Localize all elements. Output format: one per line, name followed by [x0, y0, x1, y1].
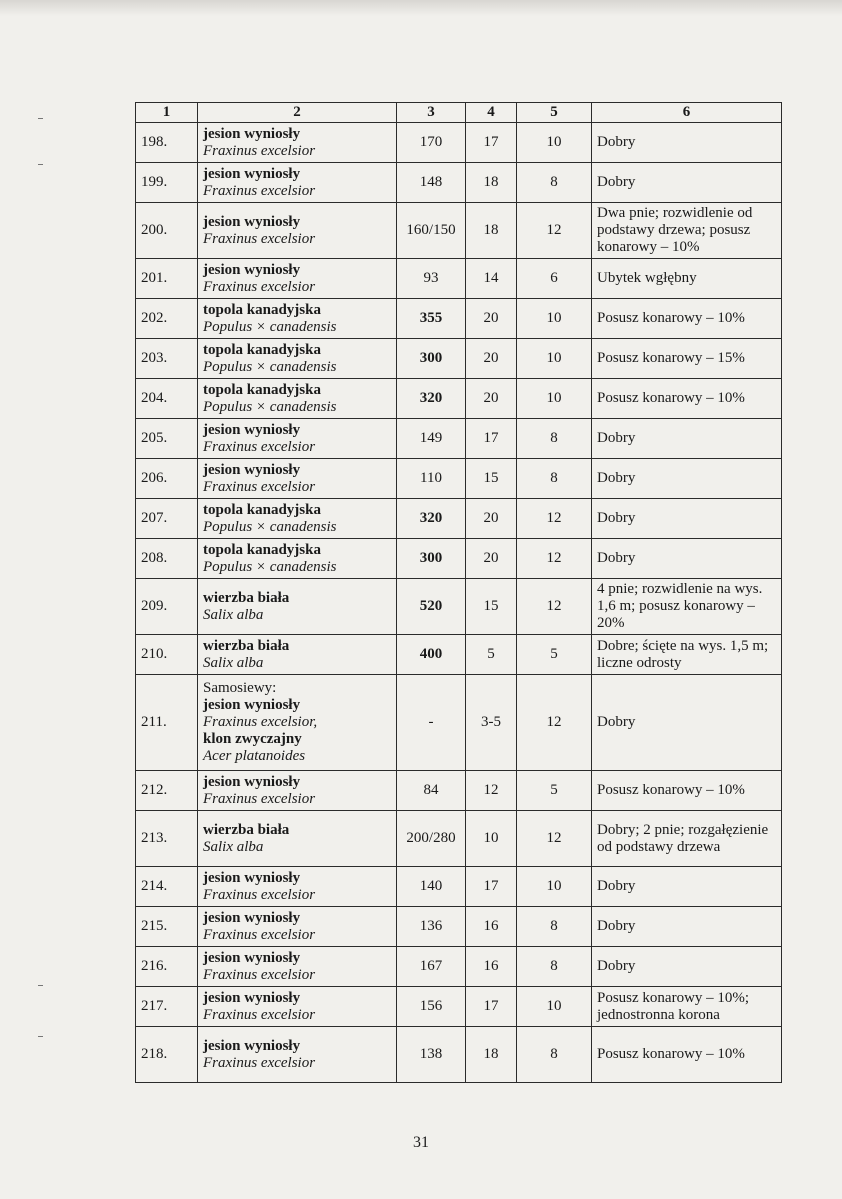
crown-cell: 10: [517, 379, 592, 419]
circumference-cell: 93: [397, 259, 466, 299]
crown-cell: 12: [517, 499, 592, 539]
polish-name: jesion wyniosły: [203, 125, 301, 142]
circumference-cell: 140: [397, 867, 466, 907]
margin-mark: [38, 985, 43, 986]
species-cell: [198, 907, 397, 947]
polish-name: jesion wyniosły: [203, 989, 301, 1006]
latin-name: Fraxinus excelsior: [203, 1006, 316, 1023]
crown-cell: 8: [517, 1027, 592, 1083]
condition-cell: Dobry: [592, 459, 782, 499]
crown-cell: 8: [517, 163, 592, 203]
polish-name: wierzba biała: [203, 821, 290, 838]
species-cell: [198, 163, 397, 203]
species-cell: [198, 987, 397, 1027]
height-cell: 20: [466, 299, 517, 339]
tree-number: 201.: [136, 259, 198, 299]
table-row: [136, 675, 782, 771]
condition-cell: Dobry: [592, 867, 782, 907]
tree-number: 199.: [136, 163, 198, 203]
condition-cell: Posusz konarowy – 10%: [592, 379, 782, 419]
table-row: [136, 579, 782, 635]
height-cell: 12: [466, 771, 517, 811]
polish-name: topola kanadyjska: [203, 381, 321, 398]
height-cell: 15: [466, 579, 517, 635]
latin-name: Populus × canadensis: [203, 398, 337, 415]
height-cell: 16: [466, 907, 517, 947]
condition-cell: Dwa pnie; rozwidlenie od podstawy drzewa; posusz konarowy – 10%: [592, 203, 782, 259]
table-row: [136, 203, 782, 259]
tree-number: 206.: [136, 459, 198, 499]
crown-cell: 8: [517, 419, 592, 459]
circumference-cell: 400: [397, 635, 466, 675]
height-cell: 17: [466, 987, 517, 1027]
latin-name: Fraxinus excelsior: [203, 278, 316, 295]
crown-cell: 10: [517, 299, 592, 339]
condition-cell: Dobry: [592, 675, 782, 771]
crown-cell: 6: [517, 259, 592, 299]
circumference-cell: 200/280: [397, 811, 466, 867]
table-body: [136, 123, 782, 1083]
circumference-cell: 149: [397, 419, 466, 459]
species-cell: [198, 299, 397, 339]
condition-cell: Dobry; 2 pnie; rozgałęzienie od podstawy drzewa: [592, 811, 782, 867]
height-cell: 18: [466, 203, 517, 259]
species-cell: [198, 771, 397, 811]
latin-name: Populus × canadensis: [203, 558, 337, 575]
circumference-cell: 320: [397, 379, 466, 419]
crown-cell: 10: [517, 123, 592, 163]
table-row: [136, 867, 782, 907]
circumference-cell: 300: [397, 339, 466, 379]
polish-name: topola kanadyjska: [203, 341, 321, 358]
species-cell: [198, 539, 397, 579]
crown-cell: 10: [517, 339, 592, 379]
crown-cell: 10: [517, 987, 592, 1027]
polish-name: jesion wyniosły: [203, 165, 301, 182]
table-row: [136, 539, 782, 579]
species-cell: [198, 123, 397, 163]
polish-name: jesion wyniosły: [203, 773, 301, 790]
tree-number: 213.: [136, 811, 198, 867]
tree-number: 208.: [136, 539, 198, 579]
header-cell: 6: [592, 103, 782, 123]
tree-number: 202.: [136, 299, 198, 339]
page-number: 31: [413, 1134, 429, 1151]
header-cell: 5: [517, 103, 592, 123]
condition-cell: Dobry: [592, 163, 782, 203]
tree-number: 214.: [136, 867, 198, 907]
latin-name: Fraxinus excelsior: [203, 966, 316, 983]
latin-name: Fraxinus excelsior: [203, 790, 316, 807]
circumference-cell: 355: [397, 299, 466, 339]
condition-cell: Posusz konarowy – 10%: [592, 1027, 782, 1083]
condition-cell: Dobry: [592, 907, 782, 947]
table-row: [136, 499, 782, 539]
condition-cell: Dobry: [592, 419, 782, 459]
height-cell: 15: [466, 459, 517, 499]
circumference-cell: 138: [397, 1027, 466, 1083]
polish-name: jesion wyniosły: [203, 909, 301, 926]
condition-cell: Posusz konarowy – 15%: [592, 339, 782, 379]
polish-name: topola kanadyjska: [203, 501, 321, 518]
crown-cell: 8: [517, 459, 592, 499]
tree-number: 205.: [136, 419, 198, 459]
table-row: [136, 907, 782, 947]
height-cell: 17: [466, 419, 517, 459]
condition-cell: Dobre; ścięte na wys. 1,5 m; liczne odrosty: [592, 635, 782, 675]
latin-name: Fraxinus excelsior: [203, 926, 316, 943]
tree-number: 210.: [136, 635, 198, 675]
tree-number: 217.: [136, 987, 198, 1027]
species-cell: [198, 419, 397, 459]
circumference-cell: 520: [397, 579, 466, 635]
crown-cell: 12: [517, 811, 592, 867]
tree-number: 207.: [136, 499, 198, 539]
latin-name: Populus × canadensis: [203, 358, 337, 375]
species-cell: [198, 339, 397, 379]
header-cell: 4: [466, 103, 517, 123]
latin-name: Salix alba: [203, 838, 264, 855]
table-row: [136, 987, 782, 1027]
species-cell: [198, 675, 397, 771]
circumference-cell: 160/150: [397, 203, 466, 259]
tree-number: 209.: [136, 579, 198, 635]
tree-number: 216.: [136, 947, 198, 987]
crown-cell: 12: [517, 675, 592, 771]
species-cell: [198, 379, 397, 419]
table-row: [136, 459, 782, 499]
circumference-cell: 167: [397, 947, 466, 987]
crown-cell: 10: [517, 867, 592, 907]
latin-name: Acer platanoides: [203, 748, 306, 764]
crown-cell: 5: [517, 635, 592, 675]
circumference-cell: 110: [397, 459, 466, 499]
tree-number: 215.: [136, 907, 198, 947]
polish-name: wierzba biała: [203, 637, 290, 654]
species-cell: [198, 635, 397, 675]
height-cell: 17: [466, 867, 517, 907]
header-cell: 3: [397, 103, 466, 123]
table-row: [136, 811, 782, 867]
polish-name: jesion wyniosły: [203, 213, 301, 230]
condition-cell: Dobry: [592, 539, 782, 579]
circumference-cell: -: [397, 675, 466, 771]
header-row: [136, 103, 782, 123]
tree-number: 203.: [136, 339, 198, 379]
latin-name: Fraxinus excelsior: [203, 478, 316, 495]
species-cell: [198, 867, 397, 907]
condition-cell: 4 pnie; rozwidlenie na wys. 1,6 m; posusz konarowy – 20%: [592, 579, 782, 635]
crown-cell: 12: [517, 203, 592, 259]
height-cell: 20: [466, 379, 517, 419]
condition-cell: Dobry: [592, 947, 782, 987]
condition-cell: Posusz konarowy – 10%: [592, 299, 782, 339]
height-cell: 20: [466, 339, 517, 379]
species-cell: [198, 259, 397, 299]
height-cell: 20: [466, 499, 517, 539]
table-row: [136, 419, 782, 459]
tree-number: 198.: [136, 123, 198, 163]
latin-name: Fraxinus excelsior: [203, 142, 316, 159]
table-row: [136, 339, 782, 379]
latin-name: Salix alba: [203, 606, 264, 623]
species-cell: [198, 459, 397, 499]
margin-mark: [38, 118, 43, 119]
height-cell: 20: [466, 539, 517, 579]
latin-name: Fraxinus excelsior: [203, 182, 316, 199]
condition-cell: Posusz konarowy – 10%: [592, 771, 782, 811]
height-cell: 18: [466, 163, 517, 203]
latin-name: Fraxinus excelsior: [203, 886, 316, 903]
crown-cell: 12: [517, 539, 592, 579]
species-cell: [198, 1027, 397, 1083]
height-cell: 16: [466, 947, 517, 987]
crown-cell: 5: [517, 771, 592, 811]
species-cell: [198, 947, 397, 987]
table-row: [136, 635, 782, 675]
condition-cell: Ubytek wgłębny: [592, 259, 782, 299]
tree-number: 212.: [136, 771, 198, 811]
latin-name: Salix alba: [203, 654, 264, 671]
header-cell: 2: [198, 103, 397, 123]
polish-name: jesion wyniosły: [203, 697, 301, 713]
group-label: Samosiewy:: [203, 680, 277, 696]
circumference-cell: 170: [397, 123, 466, 163]
latin-name: Populus × canadensis: [203, 518, 337, 535]
height-cell: 5: [466, 635, 517, 675]
latin-name: Fraxinus excelsior: [203, 1054, 316, 1071]
height-cell: 10: [466, 811, 517, 867]
height-cell: 3-5: [466, 675, 517, 771]
latin-name: Fraxinus excelsior: [203, 438, 316, 455]
circumference-cell: 136: [397, 907, 466, 947]
table-row: [136, 1027, 782, 1083]
polish-name: jesion wyniosły: [203, 261, 301, 278]
polish-name: klon zwyczajny: [203, 731, 302, 747]
table-row: [136, 163, 782, 203]
latin-name: Fraxinus excelsior,: [203, 714, 318, 730]
margin-mark: [38, 164, 43, 165]
circumference-cell: 148: [397, 163, 466, 203]
polish-name: jesion wyniosły: [203, 461, 301, 478]
species-cell: [198, 811, 397, 867]
tree-number: 204.: [136, 379, 198, 419]
tree-number: 200.: [136, 203, 198, 259]
circumference-cell: 320: [397, 499, 466, 539]
circumference-cell: 300: [397, 539, 466, 579]
latin-name: Fraxinus excelsior: [203, 230, 316, 247]
table-row: [136, 259, 782, 299]
height-cell: 17: [466, 123, 517, 163]
circumference-cell: 156: [397, 987, 466, 1027]
condition-cell: Dobry: [592, 499, 782, 539]
height-cell: 18: [466, 1027, 517, 1083]
species-cell: [198, 499, 397, 539]
species-cell: [198, 579, 397, 635]
crown-cell: 12: [517, 579, 592, 635]
table-row: [136, 379, 782, 419]
polish-name: jesion wyniosły: [203, 421, 301, 438]
tree-number: 218.: [136, 1027, 198, 1083]
height-cell: 14: [466, 259, 517, 299]
header-cell: 1: [136, 103, 198, 123]
polish-name: jesion wyniosły: [203, 1037, 301, 1054]
latin-name: Populus × canadensis: [203, 318, 337, 335]
crown-cell: 8: [517, 907, 592, 947]
condition-cell: Posusz konarowy – 10%; jednostronna korona: [592, 987, 782, 1027]
polish-name: wierzba biała: [203, 589, 290, 606]
polish-name: jesion wyniosły: [203, 869, 301, 886]
condition-cell: Dobry: [592, 123, 782, 163]
crown-cell: 8: [517, 947, 592, 987]
tree-number: 211.: [136, 675, 198, 771]
species-cell: [198, 203, 397, 259]
tree-inventory-table: [135, 102, 782, 1083]
polish-name: jesion wyniosły: [203, 949, 301, 966]
polish-name: topola kanadyjska: [203, 301, 321, 318]
margin-mark: [38, 1036, 43, 1037]
table-row: [136, 771, 782, 811]
table-row: [136, 947, 782, 987]
circumference-cell: 84: [397, 771, 466, 811]
table-row: [136, 299, 782, 339]
scan-top-shadow: [0, 0, 842, 16]
polish-name: topola kanadyjska: [203, 541, 321, 558]
table-row: [136, 123, 782, 163]
